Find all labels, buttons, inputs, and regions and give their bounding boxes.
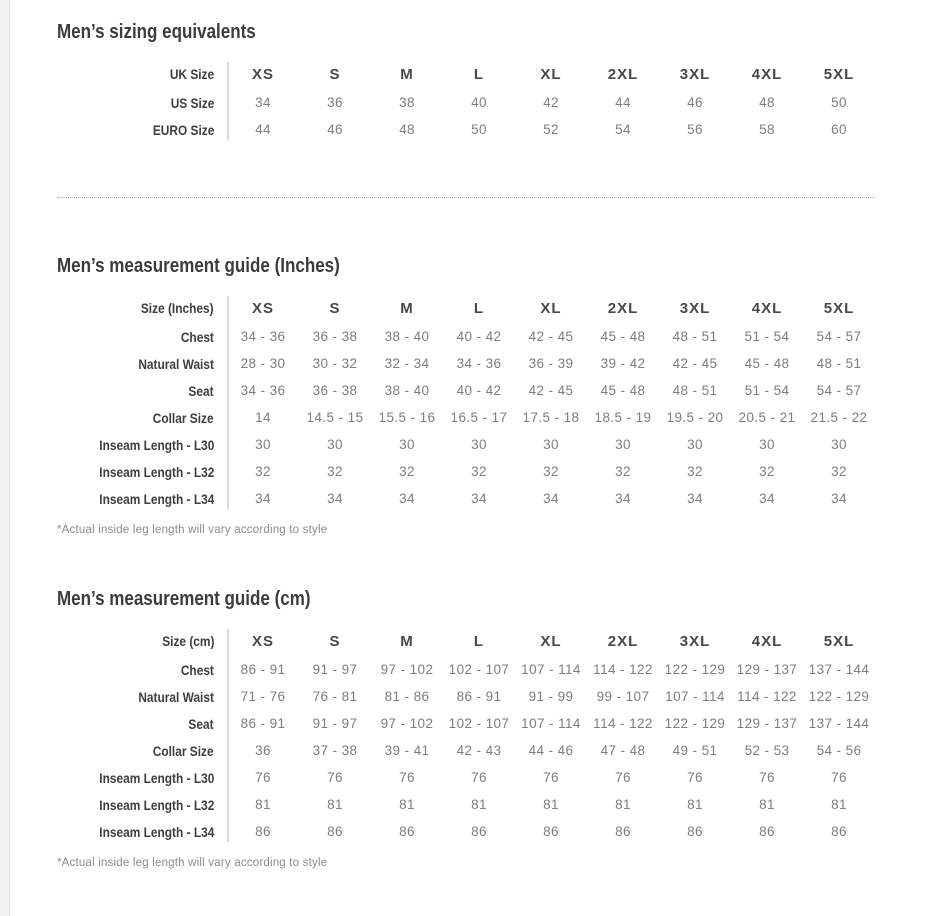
table-header-row — [57, 293, 875, 323]
value-cell: 50 — [471, 122, 487, 137]
value-cell: 39 - 41 — [384, 743, 430, 758]
table-title-text: Men’s sizing equivalents — [57, 21, 256, 43]
value-cell: 114 - 122 — [737, 689, 797, 704]
size-column-header: 5XL — [823, 299, 855, 317]
size-column-header: XS — [251, 632, 274, 650]
table-header-row — [57, 59, 875, 89]
value-cell: 16.5 - 17 — [450, 410, 508, 425]
value-cell: 38 - 40 — [384, 329, 430, 344]
value-cell: 76 — [399, 770, 415, 785]
value-cell: 122 - 129 — [808, 689, 870, 704]
value-cell: 76 — [543, 770, 559, 785]
value-cell: 81 — [759, 797, 775, 812]
cm-footnote: *Actual inside leg length will vary according to style — [57, 857, 328, 869]
row-label-text: Seat — [188, 715, 214, 732]
value-cell: 91 - 97 — [312, 662, 358, 677]
row-label — [57, 662, 227, 678]
value-cell: 18.5 - 19 — [594, 410, 652, 425]
value-cell: 49 - 51 — [672, 743, 718, 758]
table-row — [57, 656, 875, 683]
value-cell: 30 — [399, 437, 415, 452]
value-cell: 32 - 34 — [384, 356, 430, 371]
sizing-equivalents-title — [57, 21, 875, 43]
size-column-header: 3XL — [679, 65, 711, 83]
size-column-header: S — [329, 299, 341, 317]
row-label-text: Inseam Length - L34 — [98, 823, 214, 840]
table-row — [57, 404, 875, 431]
value-cell: 54 - 56 — [816, 743, 862, 758]
value-cell: 114 - 122 — [593, 716, 653, 731]
value-cell: 44 - 46 — [528, 743, 574, 758]
row-label — [57, 383, 227, 399]
row-label — [57, 464, 227, 480]
value-cell: 60 — [831, 122, 847, 137]
row-label-text: Inseam Length - L32 — [98, 463, 214, 480]
measurement-guide-inches-section — [57, 255, 875, 536]
value-cell: 81 — [543, 797, 559, 812]
table-row — [57, 350, 875, 377]
value-cell: 34 — [255, 95, 271, 110]
row-label-text: Inseam Length - L34 — [98, 490, 214, 507]
size-column-header: 5XL — [823, 65, 855, 83]
value-cell: 51 - 54 — [744, 383, 790, 398]
value-cell: 34 — [759, 491, 775, 506]
value-cell: 102 - 107 — [448, 716, 510, 731]
value-cell: 129 - 137 — [736, 662, 798, 677]
size-column-header: XL — [540, 65, 562, 83]
value-cell: 30 — [543, 437, 559, 452]
value-cell: 48 - 51 — [672, 383, 718, 398]
value-cell: 28 - 30 — [240, 356, 286, 371]
measurement-guide-inches-table — [57, 293, 875, 512]
row-label-text: Natural Waist — [138, 688, 214, 705]
value-cell: 34 — [687, 491, 703, 506]
section-divider — [57, 197, 875, 198]
value-cell: 52 - 53 — [744, 743, 790, 758]
value-cell: 122 - 129 — [664, 716, 726, 731]
value-cell: 45 - 48 — [600, 329, 646, 344]
page-edge-strip — [0, 0, 10, 916]
value-cell: 46 — [687, 95, 703, 110]
value-cell: 14 — [255, 410, 271, 425]
value-cell: 40 — [471, 95, 487, 110]
row-label — [57, 824, 227, 840]
value-cell: 34 — [831, 491, 847, 506]
value-cell: 34 - 36 — [456, 356, 502, 371]
value-cell: 42 — [543, 95, 559, 110]
row-label — [57, 633, 227, 649]
value-cell: 30 — [471, 437, 487, 452]
value-cell: 32 — [615, 464, 631, 479]
value-cell: 86 — [471, 824, 487, 839]
value-cell: 48 — [399, 122, 415, 137]
value-cell: 17.5 - 18 — [522, 410, 580, 425]
row-label — [57, 410, 227, 426]
value-cell: 54 — [615, 122, 631, 137]
value-cell: 99 - 107 — [596, 689, 650, 704]
value-cell: 47 - 48 — [600, 743, 646, 758]
row-label-text: EURO Size — [152, 121, 214, 138]
value-cell: 86 — [759, 824, 775, 839]
value-cell: 48 - 51 — [816, 356, 862, 371]
measurement-guide-cm-section — [57, 588, 875, 869]
row-label — [57, 356, 227, 372]
value-cell: 14.5 - 15 — [306, 410, 364, 425]
value-cell: 30 — [615, 437, 631, 452]
value-cell: 81 - 86 — [384, 689, 430, 704]
value-cell: 48 - 51 — [672, 329, 718, 344]
size-column-header: 4XL — [751, 299, 783, 317]
value-cell: 44 — [255, 122, 271, 137]
value-cell: 36 - 38 — [312, 383, 358, 398]
value-cell: 34 — [615, 491, 631, 506]
value-cell: 32 — [399, 464, 415, 479]
value-cell: 45 - 48 — [600, 383, 646, 398]
size-column-header: 5XL — [823, 632, 855, 650]
value-cell: 56 — [687, 122, 703, 137]
value-cell: 19.5 - 20 — [666, 410, 724, 425]
value-cell: 97 - 102 — [380, 662, 434, 677]
table-row — [57, 323, 875, 350]
value-cell: 34 — [543, 491, 559, 506]
table-row — [57, 683, 875, 710]
row-label-text: UK Size — [169, 66, 214, 82]
value-cell: 42 - 45 — [528, 329, 574, 344]
size-column-header: M — [400, 299, 414, 317]
table-row — [57, 116, 875, 143]
value-cell: 76 — [615, 770, 631, 785]
value-cell: 51 - 54 — [744, 329, 790, 344]
value-cell: 91 - 99 — [528, 689, 574, 704]
size-column-header: XL — [540, 632, 562, 650]
size-column-header: XL — [540, 299, 562, 317]
value-cell: 114 - 122 — [593, 662, 653, 677]
row-label — [57, 95, 227, 111]
value-cell: 36 - 39 — [528, 356, 574, 371]
value-cell: 86 — [255, 824, 271, 839]
value-cell: 52 — [543, 122, 559, 137]
table-header-row — [57, 626, 875, 656]
row-label-text: Inseam Length - L30 — [98, 769, 214, 786]
row-label-text: Size (Inches) — [141, 300, 214, 316]
value-cell: 36 — [327, 95, 343, 110]
table-row — [57, 89, 875, 116]
value-cell: 34 - 36 — [240, 329, 286, 344]
value-cell: 32 — [687, 464, 703, 479]
row-label-text: Natural Waist — [138, 355, 214, 372]
value-cell: 81 — [255, 797, 271, 812]
value-cell: 81 — [687, 797, 703, 812]
value-cell: 107 - 114 — [665, 689, 725, 704]
value-cell: 32 — [327, 464, 343, 479]
row-label-text: Collar Size — [153, 742, 214, 759]
row-label-text: Inseam Length - L32 — [98, 796, 214, 813]
table-title-text: Men’s measurement guide (Inches) — [57, 255, 340, 277]
value-cell: 86 — [687, 824, 703, 839]
inches-footnote: *Actual inside leg length will vary according to style — [57, 524, 328, 536]
table-row — [57, 431, 875, 458]
size-column-header: 2XL — [607, 65, 639, 83]
value-cell: 30 — [687, 437, 703, 452]
row-label — [57, 716, 227, 732]
value-cell: 86 - 91 — [240, 716, 286, 731]
table-row — [57, 791, 875, 818]
value-cell: 44 — [615, 95, 631, 110]
row-label-text: Chest — [180, 661, 214, 678]
row-label — [57, 300, 227, 316]
table-row — [57, 458, 875, 485]
value-cell: 32 — [759, 464, 775, 479]
value-cell: 91 - 97 — [312, 716, 358, 731]
value-cell: 48 — [759, 95, 775, 110]
value-cell: 34 — [327, 491, 343, 506]
value-cell: 86 — [543, 824, 559, 839]
value-cell: 86 - 91 — [240, 662, 286, 677]
value-cell: 76 — [759, 770, 775, 785]
value-cell: 30 — [759, 437, 775, 452]
row-label — [57, 437, 227, 453]
value-cell: 86 — [327, 824, 343, 839]
value-cell: 38 — [399, 95, 415, 110]
sizing-equivalents-table — [57, 59, 875, 143]
value-cell: 107 - 114 — [521, 662, 581, 677]
value-cell: 34 — [471, 491, 487, 506]
value-cell: 37 - 38 — [312, 743, 358, 758]
measurement-guide-cm-title — [57, 588, 875, 610]
size-column-header: XS — [251, 299, 274, 317]
table-row — [57, 377, 875, 404]
value-cell: 34 - 36 — [240, 383, 286, 398]
row-label — [57, 770, 227, 786]
value-cell: 129 - 137 — [736, 716, 798, 731]
value-cell: 76 — [687, 770, 703, 785]
value-cell: 76 — [471, 770, 487, 785]
value-cell: 32 — [255, 464, 271, 479]
value-cell: 81 — [831, 797, 847, 812]
value-cell: 15.5 - 16 — [378, 410, 436, 425]
row-label — [57, 797, 227, 813]
value-cell: 40 - 42 — [456, 329, 502, 344]
size-column-header: 3XL — [679, 299, 711, 317]
size-column-header: M — [400, 632, 414, 650]
value-cell: 54 - 57 — [816, 329, 862, 344]
value-cell: 76 — [327, 770, 343, 785]
value-cell: 34 — [399, 491, 415, 506]
value-cell: 50 — [831, 95, 847, 110]
value-cell: 32 — [471, 464, 487, 479]
row-label-text: Collar Size — [153, 409, 214, 426]
value-cell: 81 — [615, 797, 631, 812]
row-label-text: Size (cm) — [161, 633, 214, 649]
size-column-header: L — [473, 632, 485, 650]
size-column-header: XS — [251, 65, 274, 83]
row-label — [57, 743, 227, 759]
value-cell: 86 — [615, 824, 631, 839]
value-cell: 46 — [327, 122, 343, 137]
value-cell: 81 — [399, 797, 415, 812]
value-cell: 21.5 - 22 — [810, 410, 868, 425]
table-row — [57, 485, 875, 512]
value-cell: 32 — [543, 464, 559, 479]
value-cell: 86 - 91 — [456, 689, 502, 704]
size-guide-content — [57, 0, 875, 869]
table-row — [57, 737, 875, 764]
value-cell: 54 - 57 — [816, 383, 862, 398]
value-cell: 32 — [831, 464, 847, 479]
table-row — [57, 764, 875, 791]
value-cell: 58 — [759, 122, 775, 137]
row-label-text: Seat — [188, 382, 214, 399]
value-cell: 76 — [255, 770, 271, 785]
row-label-text: Inseam Length - L30 — [98, 436, 214, 453]
value-cell: 30 - 32 — [312, 356, 358, 371]
value-cell: 36 — [255, 743, 271, 758]
size-column-header: 2XL — [607, 632, 639, 650]
row-label-text: US Size — [170, 94, 214, 111]
size-column-header: 4XL — [751, 632, 783, 650]
size-column-header: L — [473, 65, 485, 83]
measurement-guide-cm-table — [57, 626, 875, 845]
value-cell: 81 — [327, 797, 343, 812]
value-cell: 30 — [831, 437, 847, 452]
row-label — [57, 689, 227, 705]
size-column-header: 2XL — [607, 299, 639, 317]
value-cell: 76 — [831, 770, 847, 785]
row-label — [57, 66, 227, 82]
row-label — [57, 122, 227, 138]
value-cell: 97 - 102 — [380, 716, 434, 731]
value-cell: 30 — [327, 437, 343, 452]
value-cell: 42 - 45 — [528, 383, 574, 398]
value-cell: 40 - 42 — [456, 383, 502, 398]
table-title-text: Men’s measurement guide (cm) — [57, 588, 311, 610]
value-cell: 107 - 114 — [521, 716, 581, 731]
row-label — [57, 329, 227, 345]
size-column-header: L — [473, 299, 485, 317]
size-column-header: 3XL — [679, 632, 711, 650]
value-cell: 86 — [831, 824, 847, 839]
row-label-text: Chest — [180, 328, 214, 345]
size-column-header: 4XL — [751, 65, 783, 83]
value-cell: 71 - 76 — [240, 689, 286, 704]
table-row — [57, 710, 875, 737]
value-cell: 36 - 38 — [312, 329, 358, 344]
table-row — [57, 818, 875, 845]
measurement-guide-inches-title — [57, 255, 875, 277]
value-cell: 20.5 - 21 — [738, 410, 796, 425]
value-cell: 76 - 81 — [312, 689, 358, 704]
size-column-header: S — [329, 632, 341, 650]
value-cell: 45 - 48 — [744, 356, 790, 371]
value-cell: 34 — [255, 491, 271, 506]
value-cell: 81 — [471, 797, 487, 812]
value-cell: 30 — [255, 437, 271, 452]
value-cell: 39 - 42 — [600, 356, 646, 371]
value-cell: 42 - 43 — [456, 743, 502, 758]
value-cell: 122 - 129 — [664, 662, 726, 677]
size-column-header: M — [400, 65, 414, 83]
row-label — [57, 491, 227, 507]
value-cell: 38 - 40 — [384, 383, 430, 398]
size-column-header: S — [329, 65, 341, 83]
value-cell: 102 - 107 — [448, 662, 510, 677]
value-cell: 137 - 144 — [808, 662, 870, 677]
value-cell: 42 - 45 — [672, 356, 718, 371]
sizing-equivalents-section — [57, 21, 875, 143]
value-cell: 137 - 144 — [808, 716, 870, 731]
value-cell: 86 — [399, 824, 415, 839]
